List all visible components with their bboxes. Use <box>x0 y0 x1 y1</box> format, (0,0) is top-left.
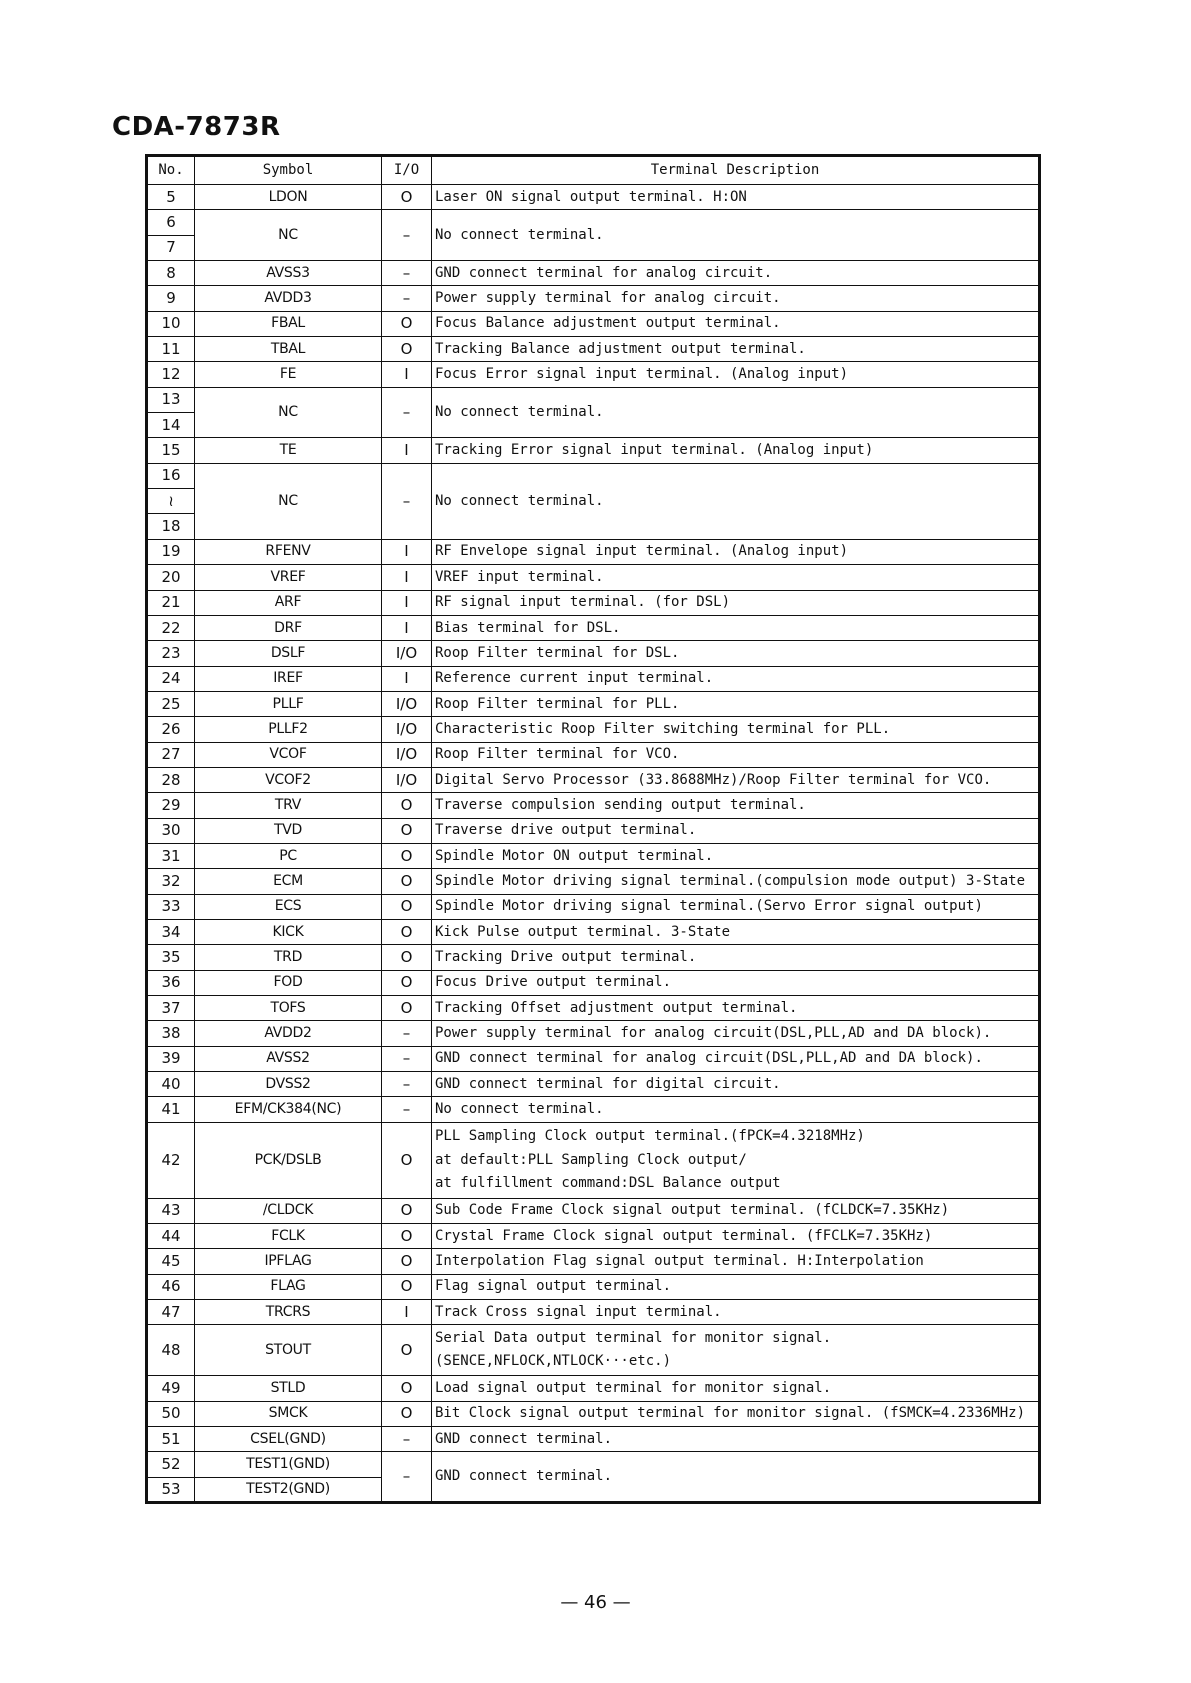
pin-symbol: PLLF <box>195 691 382 716</box>
pin-description <box>432 286 1040 311</box>
table-row <box>147 210 1040 235</box>
pin-symbol: IPFLAG <box>195 1249 382 1274</box>
pin-number: 7 <box>147 235 195 260</box>
pin-description <box>432 615 1040 640</box>
pin-symbol: TBAL <box>195 337 382 362</box>
pin-symbol: ARF <box>195 590 382 615</box>
pin-number: 11 <box>147 337 195 362</box>
description-line: Focus Error signal input terminal. (Analog input) <box>435 366 849 383</box>
pin-number: 28 <box>147 767 195 792</box>
pin-io: O <box>382 1198 432 1223</box>
pin-description <box>432 565 1040 590</box>
pin-io: I/O <box>382 717 432 742</box>
pin-number: 50 <box>147 1401 195 1426</box>
pin-description <box>432 463 1040 539</box>
pin-description <box>432 539 1040 564</box>
pin-description <box>432 1376 1040 1401</box>
description-line: GND connect terminal for digital circuit. <box>435 1075 781 1092</box>
table-row <box>147 793 1040 818</box>
pin-io: O <box>382 1122 432 1198</box>
pin-number: 51 <box>147 1426 195 1451</box>
description-line: Bias terminal for DSL. <box>435 619 621 636</box>
pin-symbol: DVSS2 <box>195 1072 382 1097</box>
pin-io: O <box>382 919 432 944</box>
table-row <box>147 286 1040 311</box>
pin-number: 9 <box>147 286 195 311</box>
table-row <box>147 1426 1040 1451</box>
pin-io: O <box>382 945 432 970</box>
pin-number: 34 <box>147 919 195 944</box>
pin-number: 19 <box>147 539 195 564</box>
pin-description <box>432 438 1040 463</box>
pin-description <box>432 1325 1040 1376</box>
pin-number: 36 <box>147 970 195 995</box>
table-row <box>147 717 1040 742</box>
pin-symbol: VCOF2 <box>195 767 382 792</box>
description-line: RF signal input terminal. (for DSL) <box>435 594 731 611</box>
pin-io: I <box>382 666 432 691</box>
table-row <box>147 387 1040 412</box>
pin-symbol: ECS <box>195 894 382 919</box>
table-row <box>147 767 1040 792</box>
pin-number: 22 <box>147 615 195 640</box>
pin-description <box>432 869 1040 894</box>
pin-io: O <box>382 793 432 818</box>
pin-number: 47 <box>147 1300 195 1325</box>
table-row <box>147 1249 1040 1274</box>
pin-description <box>432 717 1040 742</box>
pin-description <box>432 793 1040 818</box>
description-line: Tracking Drive output terminal. <box>435 948 697 965</box>
pin-io: O <box>382 337 432 362</box>
pin-symbol: SMCK <box>195 1401 382 1426</box>
table-row <box>147 742 1040 767</box>
pin-number: 41 <box>147 1097 195 1122</box>
pin-number: 32 <box>147 869 195 894</box>
table-row <box>147 1072 1040 1097</box>
pin-symbol: DSLF <box>195 641 382 666</box>
pin-symbol: FE <box>195 362 382 387</box>
description-line: Power supply terminal for analog circuit(DSL,PLL,AD and DA block). <box>435 1025 992 1042</box>
pin-number: 26 <box>147 717 195 742</box>
table-row <box>147 996 1040 1021</box>
pin-symbol: TRV <box>195 793 382 818</box>
table-row <box>147 869 1040 894</box>
pin-number: 48 <box>147 1325 195 1376</box>
pin-description <box>432 945 1040 970</box>
pin-symbol: AVSS2 <box>195 1046 382 1071</box>
pin-description <box>432 362 1040 387</box>
pin-io: I <box>382 565 432 590</box>
description-line: RF Envelope signal input terminal. (Analog input) <box>435 543 849 560</box>
pin-number: 15 <box>147 438 195 463</box>
pin-description <box>432 1300 1040 1325</box>
pin-io: I/O <box>382 691 432 716</box>
pin-description <box>432 1021 1040 1046</box>
pin-number: 13 <box>147 387 195 412</box>
pin-description <box>432 818 1040 843</box>
pin-number: 16 <box>147 463 195 488</box>
description-line: VREF input terminal. <box>435 568 604 585</box>
pin-number: 42 <box>147 1122 195 1198</box>
column-header-symbol: Symbol <box>195 156 382 185</box>
column-header-description: Terminal Description <box>432 156 1040 185</box>
description-line: Tracking Offset adjustment output terminal. <box>435 999 798 1016</box>
table-row <box>147 1452 1040 1477</box>
description-line: Tracking Balance adjustment output terminal. <box>435 340 806 357</box>
table-row <box>147 1224 1040 1249</box>
pin-io: – <box>382 1046 432 1071</box>
pin-symbol: EFM/CK384(NC) <box>195 1097 382 1122</box>
pin-number: 21 <box>147 590 195 615</box>
pin-symbol: RFENV <box>195 539 382 564</box>
pin-number: 52 <box>147 1452 195 1477</box>
description-line: Roop Filter terminal for DSL. <box>435 644 680 661</box>
pin-number: 46 <box>147 1274 195 1299</box>
pin-number: 27 <box>147 742 195 767</box>
pin-io: I/O <box>382 767 432 792</box>
pin-io: O <box>382 1401 432 1426</box>
table-row <box>147 1300 1040 1325</box>
pin-description <box>432 1122 1040 1198</box>
pin-number: 31 <box>147 843 195 868</box>
pin-number: 24 <box>147 666 195 691</box>
description-line: Reference current input terminal. <box>435 670 714 687</box>
pin-io: I <box>382 1300 432 1325</box>
description-line: Characteristic Roop Filter switching terminal for PLL. <box>435 720 891 737</box>
pin-io: O <box>382 1376 432 1401</box>
pin-symbol: AVDD3 <box>195 286 382 311</box>
pin-io: O <box>382 894 432 919</box>
description-line: Roop Filter terminal for PLL. <box>435 695 680 712</box>
pin-number: 10 <box>147 311 195 336</box>
pin-symbol: TEST2(GND) <box>195 1477 382 1502</box>
pin-io: – <box>382 286 432 311</box>
description-line: PLL Sampling Clock output terminal.(fPCK=4.3218MHz) <box>435 1128 865 1145</box>
description-line: Traverse drive output terminal. <box>435 822 697 839</box>
description-line: Sub Code Frame Clock signal output terminal. (fCLDCK=7.35KHz) <box>435 1202 950 1219</box>
description-line: No connect terminal. <box>435 226 604 243</box>
pin-description <box>432 996 1040 1021</box>
pin-description <box>432 1097 1040 1122</box>
pin-io: I <box>382 539 432 564</box>
pin-io: – <box>382 463 432 539</box>
pin-symbol: TVD <box>195 818 382 843</box>
pin-description <box>432 1224 1040 1249</box>
pin-io: I <box>382 615 432 640</box>
pin-io: O <box>382 311 432 336</box>
pin-symbol: PCK/DSLB <box>195 1122 382 1198</box>
pin-number: 6 <box>147 210 195 235</box>
table-header-row <box>147 156 1040 185</box>
table-row <box>147 691 1040 716</box>
pin-io: I/O <box>382 742 432 767</box>
description-line: GND connect terminal. <box>435 1430 613 1447</box>
pin-symbol: VREF <box>195 565 382 590</box>
description-line: Kick Pulse output terminal. 3-State <box>435 923 731 940</box>
description-line: Focus Balance adjustment output terminal. <box>435 315 781 332</box>
pin-io: O <box>382 1249 432 1274</box>
table-row <box>147 843 1040 868</box>
column-header-no: No. <box>147 156 195 185</box>
table-row <box>147 970 1040 995</box>
table-row <box>147 438 1040 463</box>
pin-symbol: NC <box>195 210 382 261</box>
table-row <box>147 565 1040 590</box>
table-row <box>147 945 1040 970</box>
pin-symbol: TRCRS <box>195 1300 382 1325</box>
pin-description <box>432 666 1040 691</box>
pin-symbol: PC <box>195 843 382 868</box>
pin-io: O <box>382 970 432 995</box>
pin-number: 53 <box>147 1477 195 1502</box>
pin-number: 45 <box>147 1249 195 1274</box>
description-line: Laser ON signal output terminal. H:ON <box>435 188 747 205</box>
description-line: GND connect terminal for analog circuit. <box>435 264 773 281</box>
pin-description <box>432 1401 1040 1426</box>
pin-number: 44 <box>147 1224 195 1249</box>
table-row <box>147 1122 1040 1147</box>
pin-description <box>432 1072 1040 1097</box>
pin-description <box>432 337 1040 362</box>
pin-description <box>432 919 1040 944</box>
pin-symbol: TRD <box>195 945 382 970</box>
document-title: CDA-7873R <box>112 112 281 142</box>
pin-number: 8 <box>147 261 195 286</box>
table-row <box>147 185 1040 210</box>
description-line: Traverse compulsion sending output terminal. <box>435 796 806 813</box>
pin-description <box>432 767 1040 792</box>
column-header-io: I/O <box>382 156 432 185</box>
page-number: — 46 — <box>560 1592 631 1613</box>
description-line: Digital Servo Processor (33.8688MHz)/Roop Filter terminal for VCO. <box>435 771 992 788</box>
pin-number: 18 <box>147 514 195 539</box>
table-row <box>147 261 1040 286</box>
pin-description <box>432 261 1040 286</box>
description-line: Track Cross signal input terminal. <box>435 1303 722 1320</box>
pin-io: O <box>382 1274 432 1299</box>
table-row <box>147 919 1040 944</box>
pin-io: O <box>382 996 432 1021</box>
table-row <box>147 1097 1040 1122</box>
pin-description <box>432 1452 1040 1503</box>
table-row <box>147 337 1040 362</box>
table-row <box>147 1325 1040 1350</box>
pin-symbol: DRF <box>195 615 382 640</box>
pin-symbol: IREF <box>195 666 382 691</box>
table-row <box>147 615 1040 640</box>
pin-io: O <box>382 1325 432 1376</box>
pin-io: – <box>382 1021 432 1046</box>
pin-io: O <box>382 843 432 868</box>
pin-io: – <box>382 261 432 286</box>
pin-number: 14 <box>147 413 195 438</box>
pin-description <box>432 210 1040 261</box>
pin-description <box>432 843 1040 868</box>
pin-symbol: FOD <box>195 970 382 995</box>
description-line: No connect terminal. <box>435 1101 604 1118</box>
description-line: Spindle Motor driving signal terminal.(compulsion mode output) 3-State <box>435 872 1026 889</box>
table-row <box>147 311 1040 336</box>
description-line: Flag signal output terminal. <box>435 1278 672 1295</box>
pin-number: 49 <box>147 1376 195 1401</box>
pin-io: I <box>382 438 432 463</box>
pin-symbol: STOUT <box>195 1325 382 1376</box>
pin-number: 12 <box>147 362 195 387</box>
pin-description-table <box>145 154 1041 1504</box>
table-row <box>147 641 1040 666</box>
table-row <box>147 1401 1040 1426</box>
pin-number: 5 <box>147 185 195 210</box>
pin-number: ≀ <box>147 489 195 514</box>
pin-symbol: FCLK <box>195 1224 382 1249</box>
table-row <box>147 1274 1040 1299</box>
pin-description <box>432 1274 1040 1299</box>
description-line: Focus Drive output terminal. <box>435 974 672 991</box>
pin-description <box>432 894 1040 919</box>
table-row <box>147 463 1040 488</box>
pin-description <box>432 311 1040 336</box>
pin-symbol: NC <box>195 387 382 438</box>
pin-symbol: PLLF2 <box>195 717 382 742</box>
pin-io: O <box>382 818 432 843</box>
pin-symbol: TOFS <box>195 996 382 1021</box>
pin-symbol: AVDD2 <box>195 1021 382 1046</box>
pin-io: I <box>382 590 432 615</box>
pin-number: 25 <box>147 691 195 716</box>
pin-io: – <box>382 1452 432 1503</box>
pin-description <box>432 387 1040 438</box>
pin-number: 39 <box>147 1046 195 1071</box>
table-row <box>147 1021 1040 1046</box>
description-line: Roop Filter terminal for VCO. <box>435 746 680 763</box>
description-line: No connect terminal. <box>435 492 604 509</box>
pin-symbol: NC <box>195 463 382 539</box>
description-line: GND connect terminal for analog circuit(DSL,PLL,AD and DA block). <box>435 1050 983 1067</box>
table-row <box>147 666 1040 691</box>
description-line: Crystal Frame Clock signal output terminal. (fFCLK=7.35KHz) <box>435 1227 933 1244</box>
pin-io: – <box>382 1097 432 1122</box>
table-row <box>147 818 1040 843</box>
pin-symbol: LDON <box>195 185 382 210</box>
table-row <box>147 1376 1040 1401</box>
description-line: (SENCE,NFLOCK,NTLOCK···etc.) <box>435 1353 672 1370</box>
pin-number: 33 <box>147 894 195 919</box>
description-line: No connect terminal. <box>435 404 604 421</box>
description-line: Bit Clock signal output terminal for monitor signal. (fSMCK=4.2336MHz) <box>435 1405 1026 1422</box>
description-line: at fulfillment command:DSL Balance output <box>435 1174 781 1191</box>
pin-io: O <box>382 869 432 894</box>
pin-symbol: FLAG <box>195 1274 382 1299</box>
pin-description <box>432 1046 1040 1071</box>
description-line: Load signal output terminal for monitor signal. <box>435 1379 832 1396</box>
table-body <box>147 185 1040 1503</box>
description-line: at default:PLL Sampling Clock output/ <box>435 1151 747 1168</box>
pin-description <box>432 970 1040 995</box>
pin-number: 29 <box>147 793 195 818</box>
pin-io: O <box>382 1224 432 1249</box>
pin-symbol: /CLDCK <box>195 1198 382 1223</box>
table-row <box>147 1046 1040 1071</box>
pin-number: 30 <box>147 818 195 843</box>
pin-description <box>432 641 1040 666</box>
pin-description <box>432 1249 1040 1274</box>
description-line: Power supply terminal for analog circuit. <box>435 290 781 307</box>
pin-description <box>432 691 1040 716</box>
pin-description <box>432 185 1040 210</box>
description-line: Tracking Error signal input terminal. (Analog input) <box>435 442 874 459</box>
pin-io: – <box>382 1072 432 1097</box>
pin-symbol: KICK <box>195 919 382 944</box>
pin-symbol: VCOF <box>195 742 382 767</box>
pin-io: – <box>382 210 432 261</box>
pin-io: I/O <box>382 641 432 666</box>
pin-io: – <box>382 1426 432 1451</box>
pin-number: 23 <box>147 641 195 666</box>
pin-io: I <box>382 362 432 387</box>
pin-description <box>432 1198 1040 1223</box>
pin-number: 20 <box>147 565 195 590</box>
pin-number: 35 <box>147 945 195 970</box>
table-row <box>147 590 1040 615</box>
description-line: Interpolation Flag signal output terminal. H:Interpolation <box>435 1253 924 1270</box>
pin-symbol: TEST1(GND) <box>195 1452 382 1477</box>
table-row <box>147 1198 1040 1223</box>
description-line: GND connect terminal. <box>435 1468 613 1485</box>
pin-description <box>432 1426 1040 1451</box>
pin-number: 38 <box>147 1021 195 1046</box>
table-row <box>147 539 1040 564</box>
table-row <box>147 894 1040 919</box>
pin-symbol: ECM <box>195 869 382 894</box>
description-line: Serial Data output terminal for monitor signal. <box>435 1329 832 1346</box>
pin-number: 43 <box>147 1198 195 1223</box>
pin-symbol: STLD <box>195 1376 382 1401</box>
pin-symbol: CSEL(GND) <box>195 1426 382 1451</box>
pin-symbol: TE <box>195 438 382 463</box>
pin-description <box>432 590 1040 615</box>
description-line: Spindle Motor driving signal terminal.(Servo Error signal output) <box>435 898 983 915</box>
pin-symbol: AVSS3 <box>195 261 382 286</box>
pin-io: – <box>382 387 432 438</box>
pin-io: O <box>382 185 432 210</box>
pin-symbol: FBAL <box>195 311 382 336</box>
pin-description <box>432 742 1040 767</box>
description-line: Spindle Motor ON output terminal. <box>435 847 714 864</box>
pin-number: 37 <box>147 996 195 1021</box>
pin-number: 40 <box>147 1072 195 1097</box>
table-row <box>147 362 1040 387</box>
